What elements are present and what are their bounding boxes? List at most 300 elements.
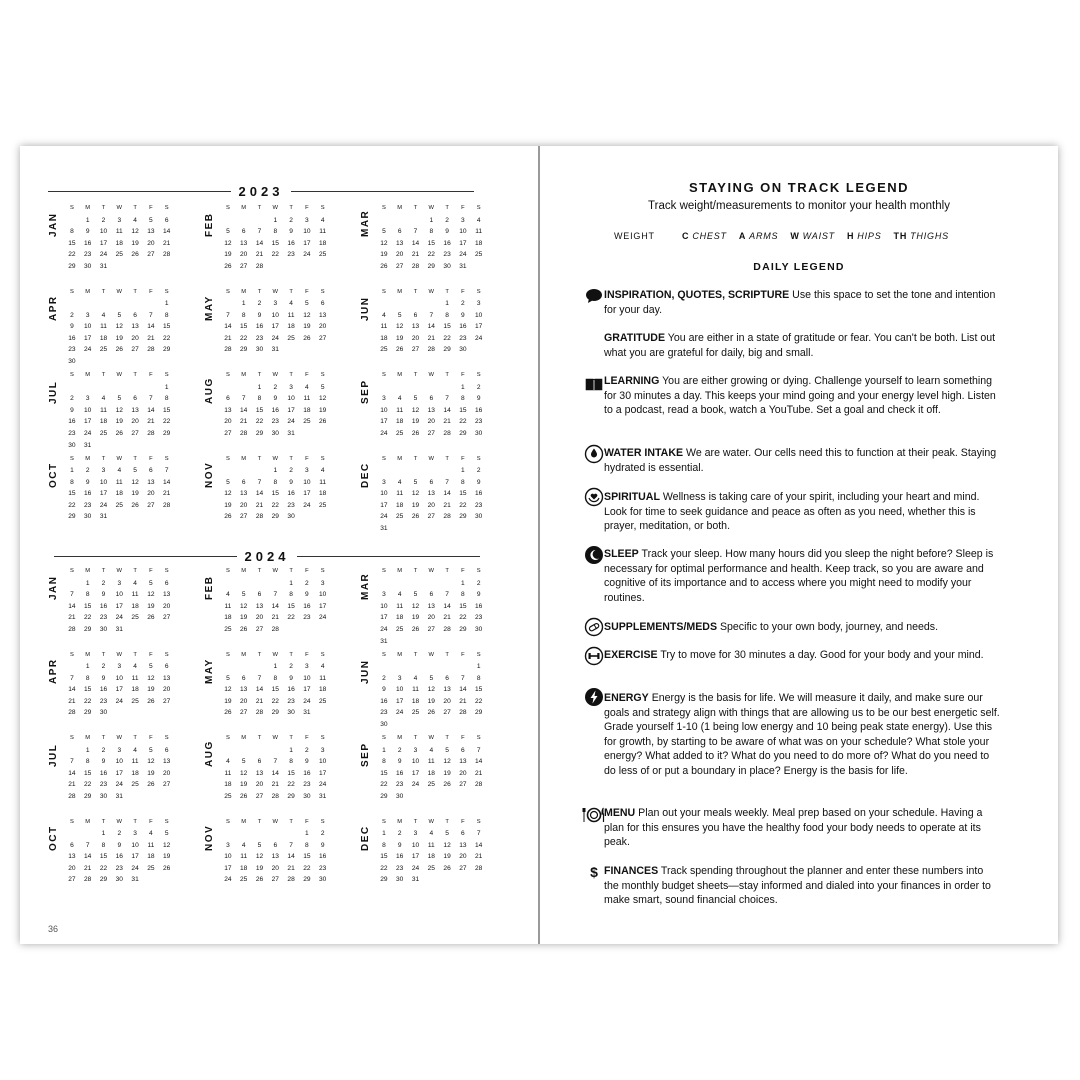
day-cell: 17 bbox=[303, 686, 311, 694]
day-cell: 20 bbox=[459, 769, 467, 777]
weekday-header: T bbox=[413, 568, 418, 574]
day-cell: 1 bbox=[429, 216, 434, 224]
day-cell bbox=[143, 624, 159, 636]
day-cell: 29 bbox=[459, 429, 467, 437]
day-cell: 25 bbox=[319, 697, 327, 705]
day-cell: 16 bbox=[84, 239, 92, 247]
weekday-header: T bbox=[289, 205, 293, 211]
day-cell: 26 bbox=[224, 262, 232, 270]
day-cell: 26 bbox=[224, 513, 232, 521]
weekday-header: T bbox=[413, 205, 418, 211]
day-cell: 18 bbox=[475, 239, 483, 247]
day-cell: 27 bbox=[163, 781, 171, 789]
day-cell: 9 bbox=[273, 395, 278, 403]
weekday-header: M bbox=[397, 568, 403, 574]
day-cell: 26 bbox=[240, 792, 248, 800]
day-cell: 12 bbox=[443, 841, 451, 849]
day-cell: 26 bbox=[131, 251, 139, 259]
weekday-header: S bbox=[320, 651, 325, 658]
month-name: NOV bbox=[204, 461, 215, 488]
day-cell: 21 bbox=[240, 418, 248, 426]
month-grid bbox=[64, 287, 175, 368]
day-cell: 20 bbox=[240, 501, 248, 509]
day-cell: 16 bbox=[459, 323, 467, 331]
day-cell: 5 bbox=[133, 467, 137, 475]
calendar-page bbox=[20, 146, 538, 944]
day-cell: 29 bbox=[240, 346, 248, 354]
day-cell: 1 bbox=[101, 830, 106, 838]
day-cell: 24 bbox=[303, 251, 311, 259]
month-grid bbox=[376, 566, 487, 647]
day-cell bbox=[267, 745, 283, 757]
weekday-header: T bbox=[257, 205, 262, 211]
weekday-header: F bbox=[149, 205, 153, 211]
day-cell: 3 bbox=[305, 467, 309, 475]
day-cell: 2 bbox=[461, 300, 465, 308]
day-cell: 15 bbox=[303, 853, 311, 861]
weekday-header: S bbox=[164, 205, 169, 211]
day-cell: 21 bbox=[255, 697, 264, 705]
day-cell: 31 bbox=[287, 429, 295, 437]
day-cell: 25 bbox=[224, 792, 232, 800]
day-cell: 9 bbox=[476, 478, 481, 486]
day-cell: 8 bbox=[461, 478, 465, 486]
day-cell: 21 bbox=[163, 490, 171, 498]
day-cell: 21 bbox=[147, 418, 155, 426]
day-cell: 12 bbox=[224, 239, 232, 247]
day-cell: 15 bbox=[163, 406, 171, 414]
day-cell: 9 bbox=[70, 323, 74, 331]
day-cell bbox=[220, 382, 236, 394]
day-cell: 11 bbox=[427, 841, 435, 849]
day-cell bbox=[127, 707, 143, 719]
day-cell: 5 bbox=[413, 478, 418, 486]
weekday-header: T bbox=[413, 372, 418, 378]
day-cell: 21 bbox=[147, 334, 155, 342]
day-cell: 19 bbox=[115, 334, 123, 342]
day-cell: 26 bbox=[427, 709, 435, 717]
daily-legend-title: DAILY LEGEND bbox=[753, 261, 845, 273]
month-grid bbox=[64, 733, 175, 803]
day-cell bbox=[439, 874, 455, 886]
day-cell: 22 bbox=[271, 251, 279, 259]
day-cell: 24 bbox=[224, 876, 232, 884]
day-cell: 20 bbox=[271, 864, 279, 872]
day-cell: 6 bbox=[429, 591, 434, 599]
day-cell bbox=[143, 707, 159, 719]
day-cell bbox=[408, 215, 424, 227]
day-cell: 2 bbox=[70, 311, 74, 319]
day-cell bbox=[439, 661, 455, 673]
legend-item-spiritual: SPIRITUAL Wellness is taking care of your spirit, including your heart and mind. Look for time to seek guidance and peace as often as you need, whether this is prayer, meditation, or both. bbox=[604, 491, 980, 532]
weekday-header: T bbox=[101, 651, 106, 658]
day-cell: 29 bbox=[163, 429, 171, 437]
day-cell: 26 bbox=[115, 429, 123, 437]
day-cell: 20 bbox=[459, 853, 467, 861]
day-cell: 6 bbox=[397, 228, 402, 236]
weekday-header: S bbox=[225, 818, 230, 825]
day-cell bbox=[252, 215, 268, 227]
weekday-header: T bbox=[445, 568, 449, 574]
weekday-header: T bbox=[257, 735, 262, 741]
measurement-arms: A ARMS bbox=[738, 231, 779, 241]
month-grid bbox=[376, 370, 487, 440]
day-cell: 1 bbox=[85, 579, 90, 587]
day-cell bbox=[455, 874, 471, 886]
day-cell: 25 bbox=[99, 346, 108, 354]
weekday-header: S bbox=[164, 735, 169, 741]
day-cell: 27 bbox=[459, 864, 467, 872]
day-cell: 23 bbox=[443, 251, 451, 259]
weekday-header: W bbox=[272, 288, 279, 295]
day-cell: 8 bbox=[461, 591, 465, 599]
day-cell: 14 bbox=[255, 490, 264, 498]
day-cell: 28 bbox=[68, 792, 76, 800]
day-cell: 24 bbox=[287, 418, 295, 426]
day-cell bbox=[315, 624, 331, 636]
day-cell: 7 bbox=[257, 674, 262, 682]
day-cell: 31 bbox=[459, 262, 467, 270]
day-cell: 16 bbox=[271, 406, 279, 414]
day-cell: 26 bbox=[147, 697, 155, 705]
day-cell: 16 bbox=[68, 334, 76, 342]
day-cell: 16 bbox=[303, 769, 311, 777]
day-cell: 15 bbox=[380, 769, 388, 777]
weekday-header: S bbox=[225, 205, 230, 211]
day-cell: 11 bbox=[115, 478, 123, 486]
day-cell: 4 bbox=[226, 591, 230, 599]
day-cell bbox=[299, 624, 315, 636]
day-cell: 27 bbox=[396, 262, 404, 270]
day-cell: 1 bbox=[461, 579, 465, 587]
day-cell: 6 bbox=[320, 300, 325, 308]
day-cell: 14 bbox=[147, 406, 155, 414]
day-cell: 1 bbox=[273, 216, 278, 224]
day-cell bbox=[111, 298, 127, 310]
weekday-header: S bbox=[164, 455, 169, 462]
weekday-header: M bbox=[85, 818, 91, 825]
day-cell bbox=[236, 745, 252, 757]
day-cell bbox=[315, 261, 331, 273]
day-cell: 25 bbox=[99, 429, 108, 437]
day-cell: 24 bbox=[475, 334, 483, 342]
measurement-chest: C CHEST bbox=[682, 231, 727, 241]
weekday-header: T bbox=[413, 455, 418, 462]
weekday-header: T bbox=[445, 205, 449, 211]
weekday-header: T bbox=[133, 735, 137, 741]
month-name: JUL bbox=[48, 743, 59, 767]
day-cell: 26 bbox=[240, 625, 248, 633]
day-cell: 25 bbox=[396, 625, 404, 633]
day-cell: 21 bbox=[68, 614, 76, 622]
day-cell: 16 bbox=[475, 490, 483, 498]
day-cell: 7 bbox=[164, 467, 169, 475]
day-cell: 28 bbox=[443, 625, 451, 633]
day-cell bbox=[408, 523, 424, 535]
day-cell: 30 bbox=[475, 625, 483, 633]
day-cell: 25 bbox=[396, 429, 404, 437]
day-cell: 16 bbox=[475, 602, 483, 610]
day-cell: 20 bbox=[224, 418, 232, 426]
day-cell: 22 bbox=[380, 864, 388, 872]
month-name: MAR bbox=[360, 572, 371, 600]
day-cell: 5 bbox=[429, 674, 434, 682]
day-cell: 5 bbox=[445, 746, 449, 754]
day-cell: 10 bbox=[380, 406, 388, 414]
day-cell: 7 bbox=[149, 395, 153, 403]
day-cell: 3 bbox=[476, 300, 481, 308]
day-cell: 30 bbox=[271, 429, 279, 437]
day-cell: 11 bbox=[427, 758, 435, 766]
day-cell: 19 bbox=[427, 697, 435, 705]
day-cell: 10 bbox=[319, 758, 327, 766]
day-cell: 11 bbox=[319, 674, 327, 682]
day-cell: 3 bbox=[117, 216, 122, 224]
day-cell: 23 bbox=[99, 781, 108, 789]
day-cell: 3 bbox=[117, 746, 122, 754]
day-cell bbox=[423, 523, 439, 535]
day-cell bbox=[283, 261, 299, 273]
day-cell: 25 bbox=[396, 513, 404, 521]
day-cell: 29 bbox=[380, 792, 388, 800]
day-cell: 14 bbox=[287, 853, 295, 861]
day-cell: 16 bbox=[255, 323, 264, 331]
weekday-header: S bbox=[225, 568, 230, 574]
day-cell: 8 bbox=[289, 591, 293, 599]
day-cell: 24 bbox=[303, 501, 311, 509]
weekday-header: S bbox=[164, 568, 169, 574]
day-cell: 13 bbox=[411, 323, 420, 331]
day-cell: 27 bbox=[240, 262, 248, 270]
day-cell: 12 bbox=[380, 239, 388, 247]
weekday-header: S bbox=[69, 205, 74, 211]
measurement-hips: H HIPS bbox=[846, 231, 882, 241]
day-cell: 19 bbox=[380, 251, 388, 259]
month-name: JAN bbox=[48, 575, 59, 600]
day-cell bbox=[252, 828, 268, 840]
day-cell: 16 bbox=[99, 602, 108, 610]
day-cell: 27 bbox=[224, 429, 232, 437]
weekday-header: W bbox=[272, 372, 279, 378]
day-cell: 19 bbox=[163, 853, 171, 861]
day-cell: 16 bbox=[380, 697, 388, 705]
day-cell: 17 bbox=[99, 239, 108, 247]
dumbbell-icon bbox=[584, 646, 604, 666]
day-cell: 31 bbox=[319, 792, 327, 800]
day-cell: 1 bbox=[382, 746, 386, 754]
day-cell bbox=[471, 523, 487, 535]
day-cell bbox=[376, 215, 392, 227]
weekday-header: M bbox=[397, 205, 403, 211]
day-cell: 10 bbox=[411, 758, 420, 766]
weekday-header: W bbox=[428, 455, 435, 462]
day-cell: 23 bbox=[99, 697, 108, 705]
day-cell: 9 bbox=[476, 395, 481, 403]
month-grid bbox=[376, 733, 487, 803]
day-cell: 4 bbox=[289, 300, 293, 308]
day-cell: 12 bbox=[147, 591, 155, 599]
weekday-header: M bbox=[85, 372, 91, 378]
day-cell: 2 bbox=[101, 663, 106, 671]
weekday-header: S bbox=[381, 372, 386, 378]
day-cell: 2 bbox=[476, 383, 481, 391]
planner-spread bbox=[20, 146, 1058, 944]
year-label: 2023 bbox=[238, 183, 284, 199]
day-cell: 1 bbox=[289, 746, 293, 754]
weekday-header: F bbox=[149, 455, 153, 462]
day-cell: 17 bbox=[303, 239, 311, 247]
day-cell: 8 bbox=[257, 395, 262, 403]
weekday-header: T bbox=[101, 205, 106, 211]
day-cell: 14 bbox=[255, 686, 264, 694]
weekday-header: F bbox=[461, 568, 465, 574]
weekday-header: F bbox=[305, 818, 309, 825]
day-cell: 31 bbox=[411, 876, 420, 884]
day-cell: 6 bbox=[257, 758, 262, 766]
day-cell: 27 bbox=[255, 792, 264, 800]
day-cell: 4 bbox=[149, 830, 153, 838]
day-cell: 25 bbox=[131, 614, 139, 622]
day-cell: 6 bbox=[164, 746, 169, 754]
day-cell: 17 bbox=[459, 239, 467, 247]
day-cell: 21 bbox=[287, 864, 295, 872]
day-cell: 8 bbox=[70, 478, 74, 486]
day-cell: 14 bbox=[475, 758, 483, 766]
weekday-header: T bbox=[289, 455, 293, 462]
day-cell: 3 bbox=[382, 478, 386, 486]
day-cell: 9 bbox=[289, 478, 293, 486]
weekday-header: S bbox=[476, 288, 481, 295]
day-cell: 7 bbox=[70, 758, 74, 766]
day-cell: 4 bbox=[476, 216, 481, 224]
day-cell bbox=[423, 719, 439, 731]
weekday-header: T bbox=[101, 818, 106, 825]
day-cell: 2 bbox=[382, 674, 386, 682]
day-cell bbox=[252, 578, 268, 590]
day-cell: 11 bbox=[240, 853, 248, 861]
weekday-header: T bbox=[413, 735, 418, 741]
legend-page bbox=[540, 146, 1058, 944]
day-cell bbox=[376, 661, 392, 673]
day-cell: 16 bbox=[287, 686, 295, 694]
day-cell: 20 bbox=[147, 490, 155, 498]
day-cell: 6 bbox=[461, 746, 465, 754]
day-cell bbox=[299, 261, 315, 273]
month-name: NOV bbox=[204, 824, 215, 851]
day-cell: 18 bbox=[319, 490, 327, 498]
weekday-header: S bbox=[320, 735, 325, 741]
day-cell: 15 bbox=[84, 602, 92, 610]
day-cell bbox=[252, 745, 268, 757]
day-cell: 24 bbox=[303, 697, 311, 705]
day-cell bbox=[111, 707, 127, 719]
day-cell: 30 bbox=[255, 346, 264, 354]
day-cell bbox=[439, 465, 455, 477]
weekday-header: S bbox=[164, 651, 169, 658]
month-name: AUG bbox=[204, 740, 215, 767]
day-cell: 16 bbox=[303, 602, 311, 610]
day-cell: 22 bbox=[68, 501, 76, 509]
day-cell: 20 bbox=[163, 686, 171, 694]
day-cell: 20 bbox=[255, 614, 264, 622]
day-cell: 17 bbox=[380, 614, 388, 622]
month-name: MAY bbox=[204, 294, 215, 321]
day-cell: 23 bbox=[287, 501, 295, 509]
day-cell bbox=[423, 298, 439, 310]
day-cell: 8 bbox=[85, 758, 90, 766]
month-grid bbox=[220, 566, 331, 636]
day-cell: 17 bbox=[271, 323, 279, 331]
day-cell bbox=[159, 261, 175, 273]
day-cell: 6 bbox=[257, 591, 262, 599]
day-cell: 3 bbox=[320, 579, 325, 587]
day-cell bbox=[111, 511, 127, 523]
day-cell: 18 bbox=[287, 323, 295, 331]
day-cell: 15 bbox=[459, 490, 467, 498]
day-cell bbox=[127, 261, 143, 273]
day-cell: 23 bbox=[68, 429, 76, 437]
day-cell: 7 bbox=[476, 830, 481, 838]
day-cell: 14 bbox=[163, 478, 171, 486]
day-cell: 12 bbox=[115, 323, 123, 331]
day-cell: 24 bbox=[319, 781, 327, 789]
day-cell: 7 bbox=[413, 228, 418, 236]
weekday-header: W bbox=[428, 288, 435, 295]
day-cell bbox=[252, 465, 268, 477]
day-cell: 27 bbox=[163, 697, 171, 705]
legend-subtitle: Track weight/measurements to monitor your health monthly bbox=[648, 200, 950, 212]
day-cell bbox=[315, 511, 331, 523]
day-cell: 24 bbox=[411, 781, 420, 789]
day-cell: 28 bbox=[443, 429, 451, 437]
day-cell: 10 bbox=[319, 591, 327, 599]
day-cell bbox=[283, 344, 299, 356]
day-cell: 18 bbox=[380, 334, 388, 342]
day-cell: 22 bbox=[380, 781, 388, 789]
day-cell: 9 bbox=[320, 841, 325, 849]
day-cell: 4 bbox=[397, 395, 402, 403]
day-cell: 17 bbox=[380, 418, 388, 426]
weekday-header: S bbox=[476, 651, 481, 658]
day-cell: 29 bbox=[475, 709, 483, 717]
day-cell bbox=[64, 215, 80, 227]
day-cell: 15 bbox=[427, 239, 435, 247]
day-cell: 25 bbox=[147, 864, 155, 872]
day-cell: 24 bbox=[411, 864, 420, 872]
day-cell bbox=[159, 791, 175, 803]
day-cell: 11 bbox=[396, 602, 404, 610]
day-cell: 5 bbox=[445, 830, 449, 838]
weekday-header: S bbox=[381, 288, 386, 295]
day-cell bbox=[423, 874, 439, 886]
weekday-header: T bbox=[257, 372, 262, 378]
weekday-header: F bbox=[149, 568, 153, 574]
day-cell: 13 bbox=[163, 758, 171, 766]
day-cell: 13 bbox=[427, 490, 435, 498]
day-cell: 18 bbox=[319, 686, 327, 694]
weekday-header: F bbox=[305, 372, 309, 378]
day-cell: 11 bbox=[131, 674, 139, 682]
month-name: MAR bbox=[360, 209, 371, 237]
day-cell: 2 bbox=[305, 579, 309, 587]
page-number: 36 bbox=[48, 924, 59, 934]
day-cell: 17 bbox=[411, 769, 420, 777]
day-cell: 22 bbox=[163, 334, 171, 342]
day-cell: 17 bbox=[411, 853, 420, 861]
day-cell: 21 bbox=[68, 781, 76, 789]
month-grid bbox=[376, 203, 487, 273]
day-cell: 11 bbox=[380, 323, 388, 331]
